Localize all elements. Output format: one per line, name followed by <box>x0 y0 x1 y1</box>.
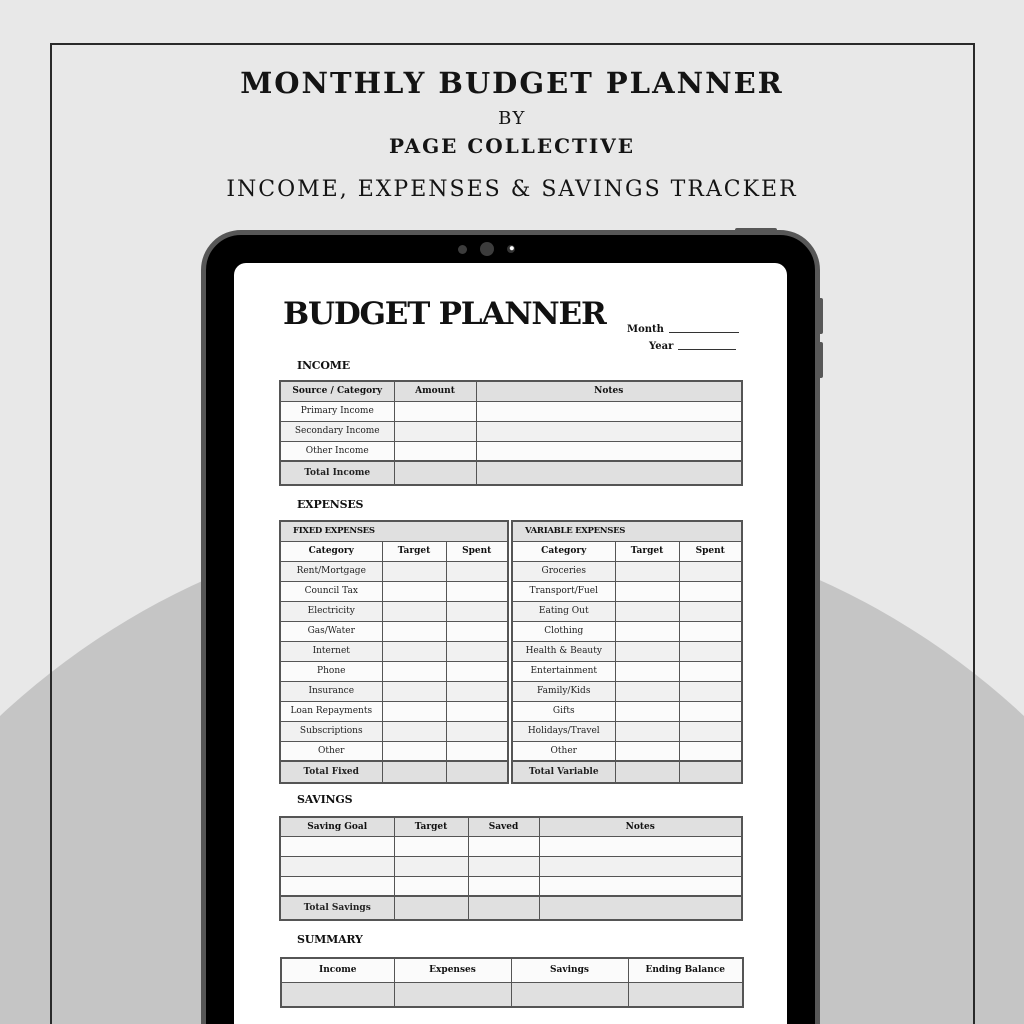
year-input-line[interactable] <box>678 349 736 350</box>
spent-cell[interactable] <box>679 581 742 601</box>
col-spent: Spent <box>679 541 742 561</box>
col-target: Target <box>615 541 679 561</box>
target-cell[interactable] <box>615 661 679 681</box>
table-row <box>512 601 742 621</box>
savings-table <box>279 816 743 921</box>
total-target-cell[interactable] <box>394 896 468 920</box>
total-target-cell[interactable] <box>615 761 679 783</box>
variable-category: Holidays/Travel <box>512 721 615 741</box>
saved-cell[interactable] <box>468 876 539 896</box>
table-row <box>512 701 742 721</box>
table-row <box>280 561 508 581</box>
col-ending-balance: Ending Balance <box>628 958 743 982</box>
amount-cell[interactable] <box>394 421 476 441</box>
month-input-line[interactable] <box>669 332 739 333</box>
target-cell[interactable] <box>615 721 679 741</box>
target-cell[interactable] <box>615 581 679 601</box>
income-table <box>279 380 743 486</box>
total-notes-cell[interactable] <box>476 461 742 485</box>
spent-cell[interactable] <box>446 721 508 741</box>
spent-cell[interactable] <box>679 621 742 641</box>
target-cell[interactable] <box>382 721 446 741</box>
spent-cell[interactable] <box>679 721 742 741</box>
target-cell[interactable] <box>382 581 446 601</box>
col-target: Target <box>382 541 446 561</box>
table-row <box>512 721 742 741</box>
spent-cell[interactable] <box>679 661 742 681</box>
total-spent-cell[interactable] <box>446 761 508 783</box>
notes-cell[interactable] <box>539 876 742 896</box>
hero-by: BY <box>498 108 526 129</box>
variable-category: Health & Beauty <box>512 641 615 661</box>
table-row <box>280 401 742 421</box>
target-cell[interactable] <box>382 641 446 661</box>
spent-cell[interactable] <box>679 641 742 661</box>
summary-table <box>280 957 744 1008</box>
amount-cell[interactable] <box>394 441 476 461</box>
summary-expenses-cell[interactable] <box>394 982 511 1007</box>
table-row <box>280 581 508 601</box>
spent-cell[interactable] <box>446 741 508 761</box>
target-cell[interactable] <box>382 741 446 761</box>
income-category: Primary Income <box>280 401 394 421</box>
income-header-row <box>280 381 742 401</box>
fixed-category: Insurance <box>280 681 382 701</box>
summary-values-row <box>281 982 743 1007</box>
col-spent: Spent <box>446 541 508 561</box>
col-notes: Notes <box>476 381 742 401</box>
target-cell[interactable] <box>394 836 468 856</box>
target-cell[interactable] <box>394 856 468 876</box>
total-row <box>280 461 742 485</box>
spent-cell[interactable] <box>446 641 508 661</box>
variable-category: Family/Kids <box>512 681 615 701</box>
table-row <box>280 681 508 701</box>
hero-title: MONTHLY BUDGET PLANNER <box>240 66 784 100</box>
target-cell[interactable] <box>615 681 679 701</box>
target-cell[interactable] <box>382 701 446 721</box>
saved-cell[interactable] <box>468 856 539 876</box>
table-row <box>280 876 742 896</box>
fixed-category: Council Tax <box>280 581 382 601</box>
target-cell[interactable] <box>382 661 446 681</box>
variable-expenses-group-label: VARIABLE EXPENSES <box>512 521 742 541</box>
savings-heading: SAVINGS <box>297 793 353 806</box>
table-row <box>280 856 742 876</box>
fixed-category: Phone <box>280 661 382 681</box>
target-cell[interactable] <box>382 561 446 581</box>
fixed-expenses-table <box>279 520 509 784</box>
fixed-category: Subscriptions <box>280 721 382 741</box>
total-amount-cell[interactable] <box>394 461 476 485</box>
saving-goal-cell[interactable] <box>280 836 394 856</box>
spent-cell[interactable] <box>446 621 508 641</box>
spent-cell[interactable] <box>446 701 508 721</box>
table-row <box>280 601 508 621</box>
notes-cell[interactable] <box>476 441 742 461</box>
spent-cell[interactable] <box>446 581 508 601</box>
total-variable-label: Total Variable <box>512 761 615 783</box>
spent-cell[interactable] <box>446 601 508 621</box>
saved-cell[interactable] <box>468 836 539 856</box>
col-target: Target <box>394 817 468 836</box>
target-cell[interactable] <box>615 601 679 621</box>
year-label: Year <box>649 341 674 352</box>
spent-cell[interactable] <box>446 661 508 681</box>
total-notes-cell[interactable] <box>539 896 742 920</box>
fixed-category: Rent/Mortgage <box>280 561 382 581</box>
target-cell[interactable] <box>615 641 679 661</box>
income-heading: INCOME <box>297 359 350 372</box>
camera-sensor-icon <box>458 245 467 254</box>
total-income-label: Total Income <box>280 461 394 485</box>
table-row <box>512 641 742 661</box>
planner-title: BUDGET PLANNER <box>283 296 606 332</box>
notes-cell[interactable] <box>476 401 742 421</box>
col-expenses: Expenses <box>394 958 511 982</box>
spent-cell[interactable] <box>446 561 508 581</box>
variable-category: Transport/Fuel <box>512 581 615 601</box>
income-category: Secondary Income <box>280 421 394 441</box>
camera-lens-icon <box>480 242 494 256</box>
table-row <box>512 661 742 681</box>
table-row <box>512 741 742 761</box>
month-label: Month <box>627 324 664 335</box>
total-fixed-label: Total Fixed <box>280 761 382 783</box>
fixed-expenses-group-label: FIXED EXPENSES <box>280 521 508 541</box>
spent-cell[interactable] <box>679 701 742 721</box>
variable-category: Gifts <box>512 701 615 721</box>
camera-light-icon <box>507 245 515 253</box>
income-category: Other Income <box>280 441 394 461</box>
col-category: Category <box>512 541 615 561</box>
total-row <box>512 761 742 783</box>
notes-cell[interactable] <box>539 856 742 876</box>
table-row <box>280 701 508 721</box>
table-row <box>512 581 742 601</box>
variable-category: Groceries <box>512 561 615 581</box>
spent-cell[interactable] <box>679 741 742 761</box>
target-cell[interactable] <box>382 621 446 641</box>
variable-category: Entertainment <box>512 661 615 681</box>
hero-subtitle: INCOME, EXPENSES & SAVINGS TRACKER <box>226 177 798 202</box>
hero-brand: PAGE COLLECTIVE <box>388 134 635 158</box>
col-category: Category <box>280 541 382 561</box>
variable-category: Eating Out <box>512 601 615 621</box>
table-row <box>512 561 742 581</box>
col-amount: Amount <box>394 381 476 401</box>
target-cell[interactable] <box>615 741 679 761</box>
spent-cell[interactable] <box>679 601 742 621</box>
variable-header-row <box>512 541 742 561</box>
total-saved-cell[interactable] <box>468 896 539 920</box>
variable-expenses-table <box>511 520 743 784</box>
col-notes: Notes <box>539 817 742 836</box>
target-cell[interactable] <box>382 681 446 701</box>
year-field[interactable] <box>649 341 736 352</box>
spent-cell[interactable] <box>446 681 508 701</box>
table-row <box>280 836 742 856</box>
table-row <box>280 661 508 681</box>
summary-heading: SUMMARY <box>297 933 363 946</box>
table-row <box>280 741 508 761</box>
notes-cell[interactable] <box>476 421 742 441</box>
target-cell[interactable] <box>382 601 446 621</box>
fixed-category: Internet <box>280 641 382 661</box>
fixed-header-row <box>280 541 508 561</box>
spent-cell[interactable] <box>679 561 742 581</box>
table-row <box>512 621 742 641</box>
summary-header-row <box>281 958 743 982</box>
table-row <box>280 721 508 741</box>
fixed-category: Gas/Water <box>280 621 382 641</box>
saving-goal-cell[interactable] <box>280 876 394 896</box>
total-row <box>280 761 508 783</box>
col-saved: Saved <box>468 817 539 836</box>
table-row <box>280 441 742 461</box>
fixed-category: Other <box>280 741 382 761</box>
saving-goal-cell[interactable] <box>280 856 394 876</box>
fixed-category: Electricity <box>280 601 382 621</box>
summary-ending-balance-cell[interactable] <box>628 982 743 1007</box>
total-target-cell[interactable] <box>382 761 446 783</box>
savings-header-row <box>280 817 742 836</box>
target-cell[interactable] <box>615 621 679 641</box>
notes-cell[interactable] <box>539 836 742 856</box>
summary-income-cell[interactable] <box>281 982 394 1007</box>
col-savings: Savings <box>511 958 628 982</box>
variable-category: Clothing <box>512 621 615 641</box>
table-row <box>280 641 508 661</box>
col-source: Source / Category <box>280 381 394 401</box>
table-row <box>512 681 742 701</box>
total-row <box>280 896 742 920</box>
col-saving-goal: Saving Goal <box>280 817 394 836</box>
month-field[interactable] <box>627 324 739 335</box>
target-cell[interactable] <box>615 561 679 581</box>
expenses-heading: EXPENSES <box>297 498 364 511</box>
target-cell[interactable] <box>615 701 679 721</box>
summary-savings-cell[interactable] <box>511 982 628 1007</box>
table-row <box>280 621 508 641</box>
total-spent-cell[interactable] <box>679 761 742 783</box>
total-savings-label: Total Savings <box>280 896 394 920</box>
amount-cell[interactable] <box>394 401 476 421</box>
col-income: Income <box>281 958 394 982</box>
variable-category: Other <box>512 741 615 761</box>
fixed-category: Loan Repayments <box>280 701 382 721</box>
table-row <box>280 421 742 441</box>
spent-cell[interactable] <box>679 681 742 701</box>
target-cell[interactable] <box>394 876 468 896</box>
